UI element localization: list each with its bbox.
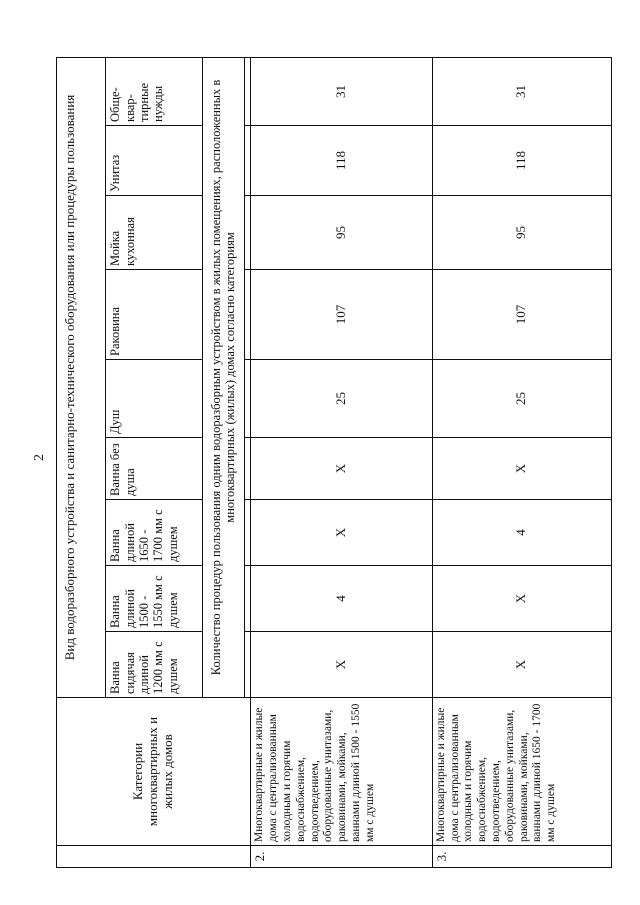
cell-value: Х — [432, 438, 611, 500]
number-header-cell — [57, 846, 251, 868]
column-header: Обще-квар-тирные нужды — [106, 57, 202, 125]
cell-value: 25 — [251, 360, 432, 438]
table-row — [251, 57, 432, 867]
row-number: 2. — [251, 846, 432, 868]
rotated-table-container — [56, 58, 612, 868]
cell-value: 25 — [432, 360, 611, 438]
row-number: 3. — [432, 846, 611, 868]
cell-value: 4 — [251, 566, 432, 632]
header-row-title — [57, 57, 106, 867]
cell-value: 4 — [432, 500, 611, 566]
cell-value: Х — [251, 632, 432, 698]
page-number: 2 — [32, 454, 47, 461]
row-category: Многоквартирные и жилые дома с централизованным холодным и горячим водоснабжением, водоотведением, оборудованные унитазами, раковинами, мойками, ваннами длиной 1650 - 1700 мм с душем — [432, 698, 611, 846]
column-header: Ванна длиной 1650 - 1700 мм с душем — [106, 500, 202, 566]
cell-value: Х — [432, 632, 611, 698]
column-header: Мойка кухонная — [106, 196, 202, 270]
row-category: Многоквартирные и жилые дома с централизованным холодным и горячим водоснабжением, водоотведением, оборудованные унитазами, раковинами, мойками, ваннами длиной 1500 - 1550 мм с душем — [251, 698, 432, 846]
column-header: Раковина — [106, 270, 202, 360]
cell-value: 31 — [251, 57, 432, 125]
cell-value: Х — [251, 500, 432, 566]
fixture-type-title: Вид водоразборного устройства и санитарно-технического оборудования или процедуры пользования — [57, 57, 106, 697]
table-row — [432, 57, 611, 867]
column-header: Душ — [106, 360, 202, 438]
category-header: Категории многоквартирных и жилых домов — [57, 698, 251, 846]
cell-value: 95 — [432, 196, 611, 270]
column-header: Ванна сидячая длиной 1200 мм с душем — [106, 632, 202, 698]
column-header: Ванна без душа — [106, 438, 202, 500]
cell-value: 107 — [251, 270, 432, 360]
cell-value: 118 — [432, 126, 611, 196]
cell-value: Х — [251, 438, 432, 500]
cell-value: 95 — [251, 196, 432, 270]
water-usage-table — [56, 57, 612, 868]
cell-value: 107 — [432, 270, 611, 360]
quantity-title: Количество процедур пользования одним водоразборным устройством в жилых помещениях, расположенных в многоквартирных (жилых) домах согласно категориям — [202, 57, 244, 697]
cell-value: 118 — [251, 126, 432, 196]
column-header: Ванна длиной 1500 - 1550 мм с душем — [106, 566, 202, 632]
cell-value: 31 — [432, 57, 611, 125]
column-header: Унитаз — [106, 126, 202, 196]
cell-value: Х — [432, 566, 611, 632]
